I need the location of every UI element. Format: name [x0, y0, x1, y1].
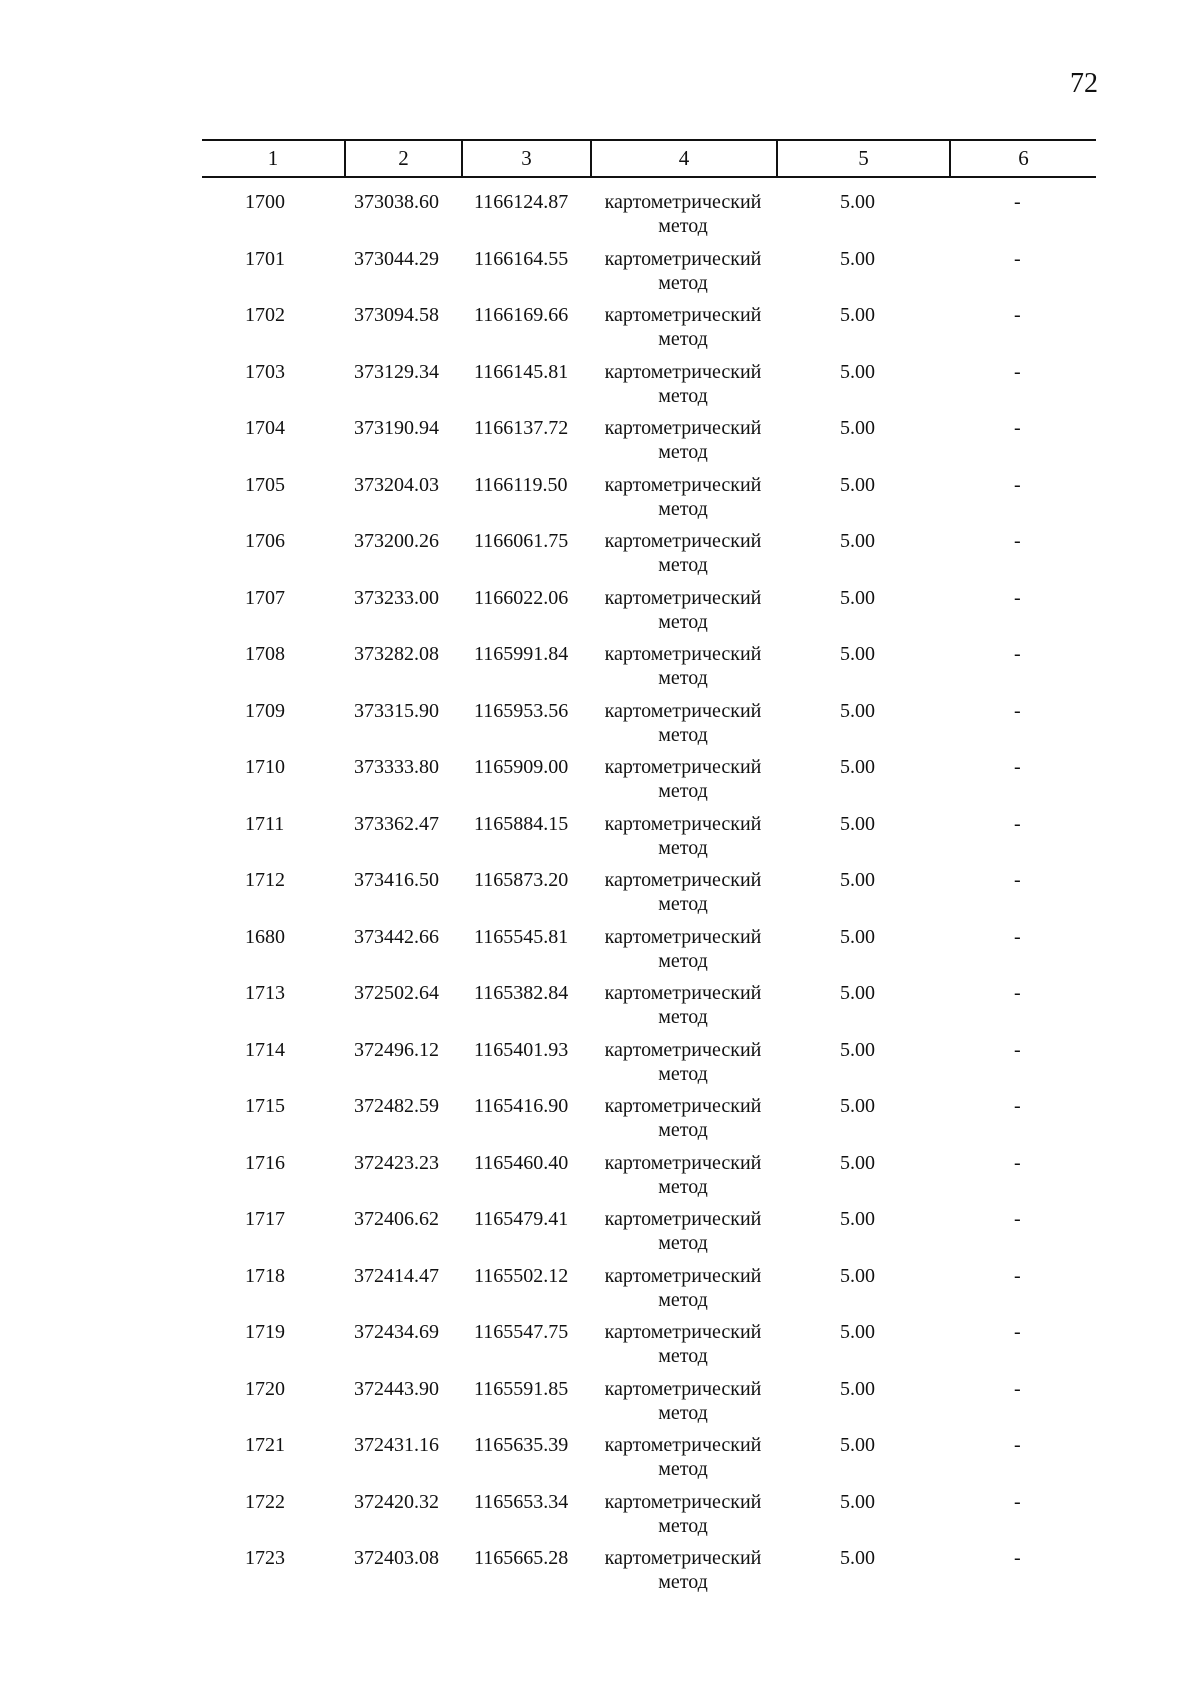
description-value: - [1014, 360, 1021, 383]
coordinate-y: 1166022.06 [474, 586, 569, 609]
coordinate-y: 1166061.75 [474, 530, 569, 552]
point-number: 1715 [245, 1095, 285, 1117]
coordinate-y: 1165873.20 [474, 869, 569, 891]
precision-value: 5.00 [840, 360, 875, 383]
table-row [202, 1151, 1096, 1208]
method-cell [590, 586, 776, 634]
method-cell [590, 473, 776, 521]
table-row [202, 925, 1096, 982]
precision-value: 5.00 [840, 1547, 875, 1569]
point-number: 1703 [245, 360, 285, 383]
coordinate-x: 372414.47 [354, 1264, 439, 1287]
method-line-1: картометрический [604, 1151, 762, 1174]
method-cell [590, 303, 776, 351]
point-number: 1716 [245, 1151, 285, 1174]
method-cell [590, 1490, 776, 1538]
column-header-4: 4 [592, 141, 778, 176]
point-number: 1709 [245, 699, 285, 722]
precision-value: 5.00 [840, 473, 875, 496]
method-line-1: картометрический [604, 473, 762, 496]
method-line-2: метод [658, 1401, 708, 1424]
coordinate-y: 1165416.90 [474, 1095, 569, 1117]
table-row [202, 699, 1096, 756]
point-number: 1710 [245, 756, 285, 778]
method-line-1: картометрический [604, 869, 762, 891]
method-line-2: метод [658, 610, 708, 633]
precision-value: 5.00 [840, 1264, 875, 1287]
coordinate-y: 1165382.84 [474, 982, 569, 1004]
table-row [202, 1433, 1096, 1490]
precision-value: 5.00 [840, 191, 875, 213]
point-number: 1680 [245, 925, 285, 948]
precision-value: 5.00 [840, 1434, 875, 1456]
table-header [202, 139, 1096, 178]
page-number: 72 [1070, 68, 1098, 99]
description-value: - [1014, 1151, 1021, 1174]
method-cell [590, 247, 776, 295]
table-row [202, 1094, 1096, 1151]
description-value: - [1014, 1547, 1021, 1569]
method-line-1: картометрический [604, 304, 762, 326]
point-number: 1706 [245, 530, 285, 552]
description-value: - [1014, 1208, 1021, 1230]
column-header-3: 3 [463, 141, 592, 176]
method-line-2: метод [658, 384, 708, 407]
method-cell [590, 1207, 776, 1255]
method-line-1: картометрический [604, 1547, 762, 1569]
method-line-2: метод [658, 1062, 708, 1085]
precision-value: 5.00 [840, 530, 875, 552]
description-value: - [1014, 1321, 1021, 1343]
method-line-2: метод [658, 215, 708, 237]
method-line-2: метод [658, 1571, 708, 1593]
method-line-2: метод [658, 1288, 708, 1311]
table-body [202, 190, 1096, 1603]
table-row [202, 303, 1096, 360]
method-line-1: картометрический [604, 1434, 762, 1456]
coordinate-y: 1165502.12 [474, 1264, 569, 1287]
description-value: - [1014, 1377, 1021, 1400]
method-line-2: метод [658, 723, 708, 746]
coordinate-y: 1165591.85 [474, 1377, 569, 1400]
table-row [202, 642, 1096, 699]
method-line-2: метод [658, 780, 708, 802]
method-cell [590, 1546, 776, 1594]
coordinate-y: 1166119.50 [474, 473, 568, 496]
point-number: 1711 [245, 812, 285, 835]
method-line-2: метод [658, 1232, 708, 1254]
coordinate-y: 1165953.56 [474, 699, 569, 722]
precision-value: 5.00 [840, 756, 875, 778]
method-line-2: метод [658, 836, 708, 859]
precision-value: 5.00 [840, 1490, 875, 1513]
precision-value: 5.00 [840, 1038, 875, 1061]
coordinate-x: 373204.03 [354, 473, 439, 496]
table-row [202, 360, 1096, 417]
precision-value: 5.00 [840, 925, 875, 948]
method-cell [590, 1320, 776, 1368]
method-cell [590, 1377, 776, 1425]
description-value: - [1014, 586, 1021, 609]
description-value: - [1014, 982, 1021, 1004]
point-number: 1702 [245, 304, 285, 326]
point-number: 1717 [245, 1208, 285, 1230]
method-cell [590, 1433, 776, 1481]
method-line-2: метод [658, 1006, 708, 1028]
description-value: - [1014, 1095, 1021, 1117]
description-value: - [1014, 1264, 1021, 1287]
method-line-1: картометрический [604, 1038, 762, 1061]
description-value: - [1014, 247, 1021, 270]
point-number: 1718 [245, 1264, 285, 1287]
coordinate-y: 1165653.34 [474, 1490, 569, 1513]
description-value: - [1014, 925, 1021, 948]
point-number: 1708 [245, 643, 285, 665]
method-line-1: картометрический [604, 1208, 762, 1230]
precision-value: 5.00 [840, 1151, 875, 1174]
precision-value: 5.00 [840, 982, 875, 1004]
method-line-2: метод [658, 1458, 708, 1480]
precision-value: 5.00 [840, 1377, 875, 1400]
method-line-1: картометрический [604, 982, 762, 1004]
method-line-1: картометрический [604, 247, 762, 270]
description-value: - [1014, 812, 1021, 835]
precision-value: 5.00 [840, 417, 875, 439]
method-cell [590, 981, 776, 1029]
table-row [202, 1207, 1096, 1264]
method-line-2: метод [658, 328, 708, 350]
point-number: 1700 [245, 191, 285, 213]
coordinate-y: 1166164.55 [474, 247, 569, 270]
method-cell [590, 416, 776, 464]
table-row [202, 1264, 1096, 1321]
coordinate-x: 372431.16 [354, 1434, 439, 1456]
point-number: 1701 [245, 247, 285, 270]
coordinate-y: 1166137.72 [474, 417, 569, 439]
point-number: 1712 [245, 869, 285, 891]
method-cell [590, 1151, 776, 1199]
precision-value: 5.00 [840, 812, 875, 835]
point-number: 1719 [245, 1321, 285, 1343]
method-line-1: картометрический [604, 530, 762, 552]
point-number: 1713 [245, 982, 285, 1004]
table-row [202, 1320, 1096, 1377]
table-row [202, 1377, 1096, 1434]
coordinate-y: 1165909.00 [474, 756, 569, 778]
coordinate-y: 1165479.41 [474, 1208, 569, 1230]
coordinate-x: 373362.47 [354, 812, 439, 835]
description-value: - [1014, 473, 1021, 496]
description-value: - [1014, 530, 1021, 552]
coordinate-x: 373333.80 [354, 756, 439, 778]
method-line-1: картометрический [604, 643, 762, 665]
description-value: - [1014, 1038, 1021, 1061]
precision-value: 5.00 [840, 699, 875, 722]
column-header-1: 1 [202, 141, 346, 176]
point-number: 1707 [245, 586, 285, 609]
coordinate-y: 1165547.75 [474, 1321, 569, 1343]
coordinate-x: 372443.90 [354, 1377, 439, 1400]
table-row [202, 981, 1096, 1038]
description-value: - [1014, 699, 1021, 722]
coordinate-y: 1165545.81 [474, 925, 569, 948]
method-line-1: картометрический [604, 812, 762, 835]
point-number: 1720 [245, 1377, 285, 1400]
coordinate-y: 1166124.87 [474, 191, 569, 213]
description-value: - [1014, 417, 1021, 439]
table-row [202, 812, 1096, 869]
method-line-2: метод [658, 1345, 708, 1367]
table-row [202, 247, 1096, 304]
description-value: - [1014, 756, 1021, 778]
description-value: - [1014, 643, 1021, 665]
coordinate-x: 372496.12 [354, 1038, 439, 1061]
method-cell [590, 1264, 776, 1312]
method-line-1: картометрический [604, 699, 762, 722]
method-line-1: картометрический [604, 1377, 762, 1400]
coordinate-y: 1165884.15 [474, 812, 569, 835]
method-line-1: картометрический [604, 1490, 762, 1513]
coordinate-x: 373190.94 [354, 417, 439, 439]
table-row [202, 868, 1096, 925]
coordinate-y: 1165460.40 [474, 1151, 569, 1174]
method-line-1: картометрический [604, 756, 762, 778]
coordinate-x: 373416.50 [354, 869, 439, 891]
method-line-1: картометрический [604, 1095, 762, 1117]
coordinate-x: 372403.08 [354, 1547, 439, 1569]
method-line-2: метод [658, 271, 708, 294]
coordinate-x: 372420.32 [354, 1490, 439, 1513]
coordinate-x: 373200.26 [354, 530, 439, 552]
coordinate-x: 373129.34 [354, 360, 439, 383]
coordinate-x: 373233.00 [354, 586, 439, 609]
column-header-5: 5 [778, 141, 951, 176]
method-line-2: метод [658, 667, 708, 689]
method-line-2: метод [658, 1119, 708, 1141]
method-cell [590, 812, 776, 860]
method-cell [590, 529, 776, 577]
method-cell [590, 925, 776, 973]
table-row [202, 586, 1096, 643]
precision-value: 5.00 [840, 869, 875, 891]
coordinate-x: 373038.60 [354, 191, 439, 213]
method-line-1: картометрический [604, 1321, 762, 1343]
precision-value: 5.00 [840, 1095, 875, 1117]
coordinate-x: 373282.08 [354, 643, 439, 665]
precision-value: 5.00 [840, 643, 875, 665]
point-number: 1723 [245, 1547, 285, 1569]
table-row [202, 529, 1096, 586]
precision-value: 5.00 [840, 304, 875, 326]
column-header-6: 6 [1018, 146, 1029, 170]
coordinate-x: 373442.66 [354, 925, 439, 948]
coordinate-x: 372423.23 [354, 1151, 439, 1174]
coordinate-y: 1165401.93 [474, 1038, 569, 1061]
point-number: 1705 [245, 473, 285, 496]
coordinate-x: 372502.64 [354, 982, 439, 1004]
method-line-2: метод [658, 1175, 708, 1198]
table-row [202, 473, 1096, 530]
coordinate-y: 1165635.39 [474, 1434, 569, 1456]
description-value: - [1014, 191, 1021, 213]
method-line-2: метод [658, 497, 708, 520]
method-line-2: метод [658, 554, 708, 576]
precision-value: 5.00 [840, 586, 875, 609]
table-row [202, 416, 1096, 473]
precision-value: 5.00 [840, 1321, 875, 1343]
table-row [202, 1490, 1096, 1547]
method-line-1: картометрический [604, 417, 762, 439]
coordinate-y: 1166145.81 [474, 360, 569, 383]
table-row [202, 755, 1096, 812]
point-number: 1704 [245, 417, 285, 439]
precision-value: 5.00 [840, 247, 875, 270]
description-value: - [1014, 869, 1021, 891]
method-cell [590, 1094, 776, 1142]
point-number: 1721 [245, 1434, 285, 1456]
method-line-2: метод [658, 1514, 708, 1537]
description-value: - [1014, 304, 1021, 326]
method-cell [590, 868, 776, 916]
precision-value: 5.00 [840, 1208, 875, 1230]
method-line-2: метод [658, 949, 708, 972]
method-line-2: метод [658, 893, 708, 915]
method-cell [590, 755, 776, 803]
method-cell [590, 699, 776, 747]
method-line-1: картометрический [604, 925, 762, 948]
method-line-1: картометрический [604, 1264, 762, 1287]
coordinate-x: 373044.29 [354, 247, 439, 270]
coordinate-y: 1165991.84 [474, 643, 569, 665]
table-row [202, 1038, 1096, 1095]
method-cell [590, 1038, 776, 1086]
point-number: 1722 [245, 1490, 285, 1513]
coordinate-x: 373315.90 [354, 699, 439, 722]
description-value: - [1014, 1434, 1021, 1456]
method-line-2: метод [658, 441, 708, 463]
point-number: 1714 [245, 1038, 285, 1061]
coordinate-x: 372406.62 [354, 1208, 439, 1230]
method-cell [590, 190, 776, 238]
column-header-2: 2 [346, 141, 463, 176]
method-line-1: картометрический [604, 191, 762, 213]
coordinate-x: 372434.69 [354, 1321, 439, 1343]
coordinate-y: 1166169.66 [474, 304, 569, 326]
method-line-1: картометрический [604, 360, 762, 383]
method-cell [590, 642, 776, 690]
coordinate-x: 373094.58 [354, 304, 439, 326]
table-row [202, 1546, 1096, 1603]
coordinate-y: 1165665.28 [474, 1547, 569, 1569]
description-value: - [1014, 1490, 1021, 1513]
method-line-1: картометрический [604, 586, 762, 609]
coordinate-x: 372482.59 [354, 1095, 439, 1117]
method-cell [590, 360, 776, 408]
table-row [202, 190, 1096, 247]
